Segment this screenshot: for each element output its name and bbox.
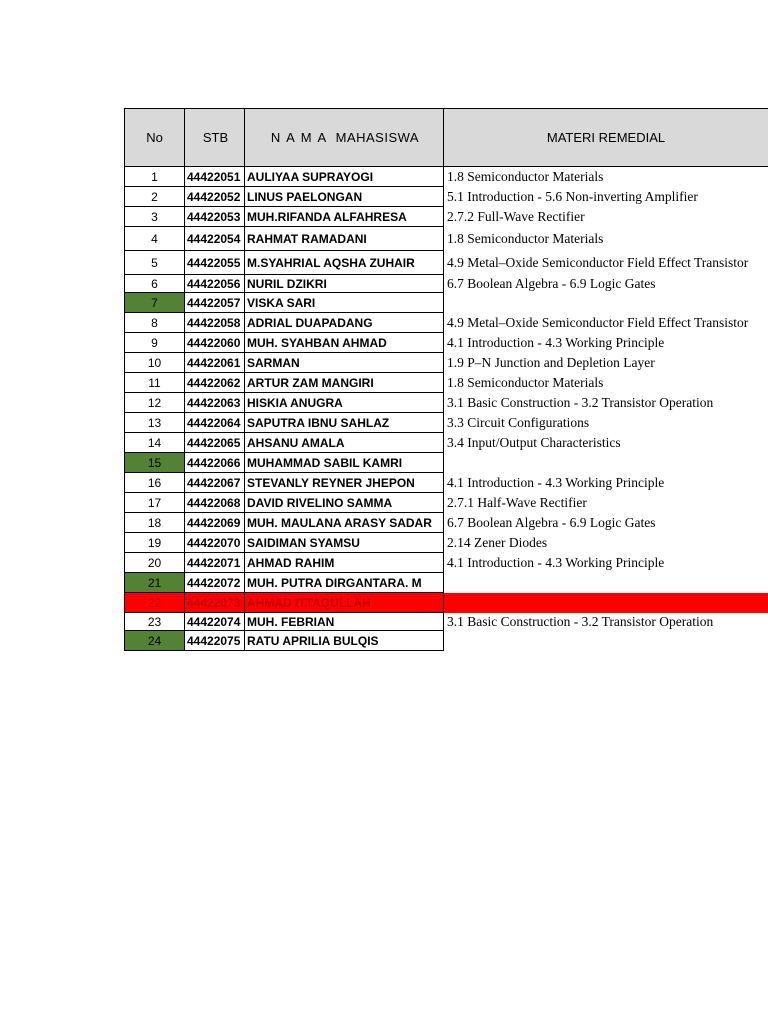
table-row <box>124 353 768 373</box>
row-no: 10 <box>124 353 185 373</box>
table-row <box>124 293 768 313</box>
table-row <box>124 613 768 631</box>
row-stb: 44422064 <box>185 413 245 433</box>
header-mahasiswa: MAHASISWA <box>335 130 420 145</box>
row-no: 21 <box>124 573 185 593</box>
row-name: SAPUTRA IBNU SAHLAZ <box>245 413 444 433</box>
table-row <box>124 573 768 593</box>
row-no: 14 <box>124 433 185 453</box>
row-materi: 4.9 Metal–Oxide Semiconductor Field Effect Transistor <box>447 315 749 330</box>
row-name: ARTUR ZAM MANGIRI <box>245 373 444 393</box>
header-stb: STB <box>185 108 245 167</box>
row-materi: 1.8 Semiconductor Materials <box>447 231 604 246</box>
table-row <box>124 167 768 187</box>
row-no: 3 <box>124 207 185 227</box>
row-name: LINUS PAELONGAN <box>245 187 444 207</box>
row-materi: 4.9 Metal–Oxide Semiconductor Field Effect Transistor <box>447 255 749 270</box>
row-no: 6 <box>124 275 185 293</box>
row-no: 16 <box>124 473 185 493</box>
row-materi: 6.7 Boolean Algebra - 6.9 Logic Gates <box>447 515 656 530</box>
row-materi: 3.3 Circuit Configurations <box>447 415 590 430</box>
row-no: 2 <box>124 187 185 207</box>
row-no: 17 <box>124 493 185 513</box>
row-stb: 44422063 <box>185 393 245 413</box>
row-stb: 44422074 <box>185 613 245 631</box>
table-header-row <box>124 108 768 167</box>
row-name: MUHAMMAD SABIL KAMRI <box>245 453 444 473</box>
table-row <box>124 207 768 227</box>
row-no: 22 <box>124 593 185 613</box>
row-name: MUH.RIFANDA ALFAHRESA <box>245 207 444 227</box>
row-no: 19 <box>124 533 185 553</box>
remedial-table <box>124 108 768 657</box>
row-stb: 44422071 <box>185 553 245 573</box>
table-row <box>124 493 768 513</box>
row-materi: 1.8 Semiconductor Materials <box>447 169 604 184</box>
row-materi: 4.1 Introduction - 4.3 Working Principle <box>447 475 665 490</box>
table-row <box>124 251 768 275</box>
row-materi <box>444 293 768 313</box>
row-no: 23 <box>124 613 185 631</box>
row-name: MUH. FEBRIAN <box>245 613 444 631</box>
row-stb: 44422058 <box>185 313 245 333</box>
row-materi: 2.14 Zener Diodes <box>447 535 548 550</box>
row-name: DAVID RIVELINO SAMMA <box>245 493 444 513</box>
table-row <box>124 453 768 473</box>
row-stb: 44422075 <box>185 631 245 651</box>
row-stb: 44422056 <box>185 275 245 293</box>
row-name: STEVANLY REYNER JHEPON <box>245 473 444 493</box>
row-no: 18 <box>124 513 185 533</box>
table-row <box>124 187 768 207</box>
row-stb: 44422054 <box>185 227 245 251</box>
row-materi: 4.1 Introduction - 4.3 Working Principle <box>447 335 665 350</box>
header-nama-mahasiswa <box>245 108 444 167</box>
row-stb: 44422051 <box>185 167 245 187</box>
table-row <box>124 433 768 453</box>
header-materi-remedial: MATERI REMEDIAL <box>444 108 768 167</box>
row-materi: 3.1 Basic Construction - 3.2 Transistor Operation <box>447 395 714 410</box>
row-materi: 2.7.2 Full-Wave Rectifier <box>447 209 585 224</box>
row-no: 4 <box>124 227 185 251</box>
row-no: 20 <box>124 553 185 573</box>
row-name: MUH. MAULANA ARASY SADAR <box>245 513 444 533</box>
table-row <box>124 393 768 413</box>
row-stb: 44422068 <box>185 493 245 513</box>
row-name: MUH. SYAHBAN AHMAD <box>245 333 444 353</box>
table-row <box>124 313 768 333</box>
header-nama: N A M A <box>270 130 328 145</box>
row-materi: 6.7 Boolean Algebra - 6.9 Logic Gates <box>447 276 656 291</box>
row-stb: 44422065 <box>185 433 245 453</box>
row-no: 11 <box>124 373 185 393</box>
row-stb: 44422055 <box>185 251 245 275</box>
row-no: 12 <box>124 393 185 413</box>
row-name: HISKIA ANUGRA <box>245 393 444 413</box>
row-materi <box>444 453 768 473</box>
row-name: AULIYAA SUPRAYOGI <box>245 167 444 187</box>
row-stb: 44422061 <box>185 353 245 373</box>
row-name: RAHMAT RAMADANI <box>245 227 444 251</box>
row-stb: 44422067 <box>185 473 245 493</box>
row-name: MUH. PUTRA DIRGANTARA. M <box>245 573 444 593</box>
row-name: RATU APRILIA BULQIS <box>245 631 444 651</box>
row-no: 13 <box>124 413 185 433</box>
row-name: AHSANU AMALA <box>245 433 444 453</box>
row-name: AHMAD RAHIM <box>245 553 444 573</box>
row-materi: 3.4 Input/Output Characteristics <box>447 435 621 450</box>
row-name: SAIDIMAN SYAMSU <box>245 533 444 553</box>
row-materi: 3.1 Basic Construction - 3.2 Transistor Operation <box>447 614 714 629</box>
row-materi <box>444 593 768 613</box>
row-no: 5 <box>124 251 185 275</box>
header-no: No <box>124 108 185 167</box>
table-row <box>124 227 768 251</box>
table-row <box>124 413 768 433</box>
row-name: SARMAN <box>245 353 444 373</box>
row-materi: 1.8 Semiconductor Materials <box>447 375 604 390</box>
row-materi: 5.1 Introduction - 5.6 Non-inverting Amplifier <box>447 189 698 204</box>
row-stb: 44422066 <box>185 453 245 473</box>
row-stb: 44422052 <box>185 187 245 207</box>
row-name: M.SYAHRIAL AQSHA ZUHAIR <box>245 251 444 275</box>
table-row <box>124 373 768 393</box>
row-stb: 44422070 <box>185 533 245 553</box>
table-row <box>124 533 768 553</box>
table-row <box>124 513 768 533</box>
table-row <box>124 631 768 651</box>
row-name: AHMAD ITTAQULLAH <box>245 593 444 613</box>
row-materi: 1.9 P–N Junction and Depletion Layer <box>447 355 655 370</box>
row-materi <box>444 573 768 593</box>
table-row <box>124 333 768 353</box>
row-no: 24 <box>124 631 185 651</box>
row-name: VISKA SARI <box>245 293 444 313</box>
row-materi: 2.7.1 Half-Wave Rectifier <box>447 495 587 510</box>
row-stb: 44422053 <box>185 207 245 227</box>
row-stb: 44422073 <box>185 593 245 613</box>
row-stb: 44422069 <box>185 513 245 533</box>
row-materi <box>444 631 768 651</box>
row-no: 1 <box>124 167 185 187</box>
row-stb: 44422062 <box>185 373 245 393</box>
table-row <box>124 473 768 493</box>
row-stb: 44422060 <box>185 333 245 353</box>
row-no: 15 <box>124 453 185 473</box>
row-name: NURIL DZIKRI <box>245 275 444 293</box>
row-stb: 44422057 <box>185 293 245 313</box>
row-no: 9 <box>124 333 185 353</box>
table-row <box>124 553 768 573</box>
row-stb: 44422072 <box>185 573 245 593</box>
table-row <box>124 593 768 613</box>
row-no: 7 <box>124 293 185 313</box>
row-materi: 4.1 Introduction - 4.3 Working Principle <box>447 555 665 570</box>
row-name: ADRIAL DUAPADANG <box>245 313 444 333</box>
row-no: 8 <box>124 313 185 333</box>
table-row <box>124 275 768 293</box>
